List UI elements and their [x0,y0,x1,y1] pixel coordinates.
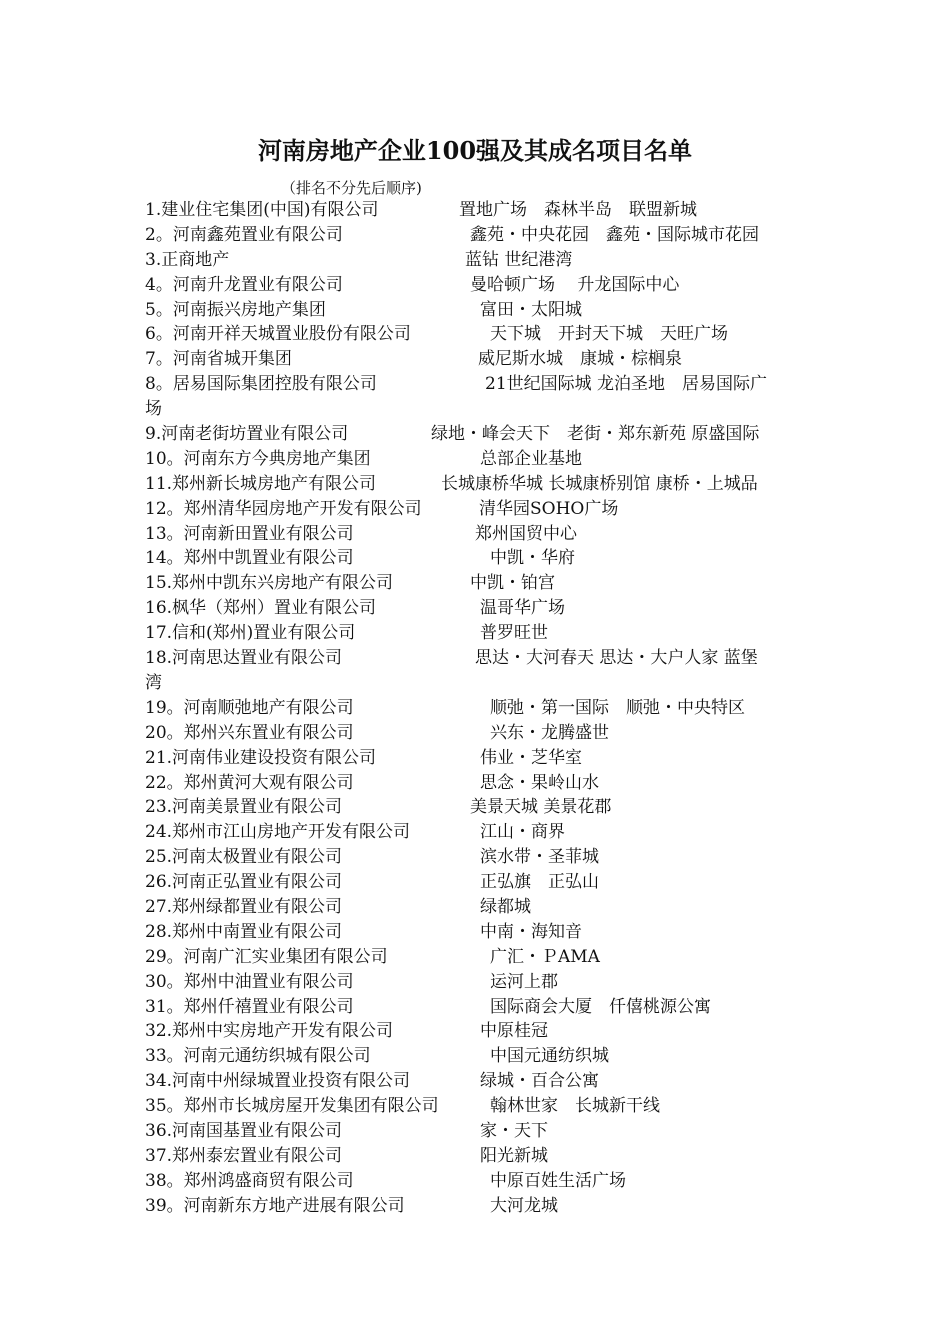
company-name: 2。河南鑫苑置业有限公司 [145,224,343,245]
list-item [145,970,810,995]
project-names: 顺弛・第一国际 顺弛・中央特区 [490,697,745,718]
document-subtitle: （排名不分先后顺序) [281,179,422,197]
list-item-row [145,422,810,447]
company-name: 12。郑州清华园房地产开发有限公司 [145,498,422,519]
list-item [145,920,810,945]
company-name: 9.河南老街坊置业有限公司 [145,424,349,445]
list-item-row [145,273,810,298]
company-name: 39。河南新东方地产进展有限公司 [145,1195,405,1216]
project-names: 阳光新城 [480,1145,548,1166]
list-item [145,298,810,323]
company-name: 31。郑州仟禧置业有限公司 [145,996,354,1017]
list-item-row [145,1194,810,1219]
company-name: 26.河南正弘置业有限公司 [145,872,343,893]
list-item-row [145,447,810,472]
list-item [145,273,810,298]
list-item [145,372,810,422]
list-item-row [145,596,810,621]
list-item [145,1094,810,1119]
list-item [145,472,810,497]
company-name: 20。郑州兴东置业有限公司 [145,722,354,743]
project-names: 富田・太阳城 [480,299,582,320]
list-item-row [145,248,810,273]
company-name: 21.河南伟业建设投资有限公司 [145,747,377,768]
company-name: 38。郑州鸿盛商贸有限公司 [145,1170,354,1191]
project-names: 中国元通纺织城 [490,1046,609,1067]
list-item-row [145,1069,810,1094]
company-name: 34.河南中州绿城置业投资有限公司 [145,1071,411,1092]
company-name: 11.郑州新长城房地产有限公司 [145,473,377,494]
list-item [145,248,810,273]
project-names: 置地广场 森林半岛 联盟新城 [459,200,697,220]
project-names: 滨水带・圣菲城 [480,847,599,868]
list-item [145,646,810,696]
list-item-row [145,1019,810,1044]
project-names: 普罗旺世 [480,623,548,644]
project-names: 中凯・华府 [490,548,575,569]
company-name: 23.河南美景置业有限公司 [145,797,343,818]
list-item-row [145,771,810,796]
list-item [145,870,810,895]
company-name: 25.河南太极置业有限公司 [145,847,343,868]
list-item-row [145,571,810,596]
list-item-row [145,795,810,820]
project-names: 绿都城 [480,896,531,917]
project-names: 中原桂冠 [480,1021,548,1042]
list-item-row [145,372,810,397]
company-name: 10。河南东方今典房地产集团 [145,448,371,469]
list-item-row [145,721,810,746]
list-item-row [145,945,810,970]
company-name: 36.河南国基置业有限公司 [145,1120,343,1141]
list-item-row [145,347,810,372]
list-item [145,571,810,596]
list-item [145,522,810,547]
list-item-row [145,1119,810,1144]
project-names: 天下城 开封天下城 天旺广场 [490,324,728,345]
project-names: 正弘旗 正弘山 [480,872,599,893]
list-item-row [145,970,810,995]
company-name: 35。郑州市长城房屋开发集团有限公司 [145,1096,439,1117]
list-item-row [145,472,810,497]
list-item [145,347,810,372]
list-item-row [145,298,810,323]
project-names: 家・天下 [480,1120,548,1141]
project-names: 中凯・铂宫 [470,573,555,594]
list-item [145,945,810,970]
list-item [145,1169,810,1194]
company-name: 18.河南思达置业有限公司 [145,648,343,669]
project-names: 绿城・百合公寓 [480,1071,599,1092]
company-name: 16.枫华（郑州）置业有限公司 [145,598,377,619]
list-item [145,895,810,920]
project-names: 中南・海知音 [480,921,582,942]
project-names: 温哥华广场 [480,598,565,619]
company-name: 3.正商地产 [145,249,230,270]
list-item-row [145,870,810,895]
list-item-row [145,497,810,522]
list-item-row [145,322,810,347]
company-name: 19。河南顺弛地产有限公司 [145,697,354,718]
list-item-row [145,522,810,547]
project-names: 中原百姓生活广场 [490,1170,626,1191]
list-item [145,1044,810,1069]
project-names: 运河上郡 [490,971,558,992]
list-item-row [145,696,810,721]
document-title: 河南房地产企业100强及其成名项目名单 [257,136,693,165]
company-name: 22。郑州黄河大观有限公司 [145,772,354,793]
list-item-row [145,621,810,646]
company-name: 4。河南升龙置业有限公司 [145,274,343,295]
project-names: 思达・大河春天 思达・大户人家 蓝堡 [475,648,758,669]
list-item [145,795,810,820]
company-name: 33。河南元通纺织城有限公司 [145,1046,371,1067]
company-name: 24.郑州市江山房地产开发有限公司 [145,822,411,843]
company-name: 37.郑州泰宏置业有限公司 [145,1145,343,1166]
list-item [145,497,810,522]
project-names: 郑州国贸中心 [475,523,577,544]
list-item-row [145,1094,810,1119]
list-item-row [145,920,810,945]
project-names: 总部企业基地 [480,448,582,469]
company-name: 5。河南振兴房地产集团 [145,299,326,320]
project-names: 鑫苑・中央花园 鑫苑・国际城市花园 [470,224,759,245]
list-item [145,845,810,870]
project-names: 长城康桥华城 长城康桥别馆 康桥・上城品 [441,473,758,494]
company-name: 28.郑州中南置业有限公司 [145,921,343,942]
list-item-row [145,198,810,223]
company-name: 8。居易国际集团控股有限公司 [145,374,377,395]
list-item-row [145,995,810,1020]
company-name: 6。河南开祥天城置业股份有限公司 [145,324,411,345]
project-names: 伟业・芝华室 [480,747,582,768]
list-item [145,322,810,347]
company-name: 17.信和(郑州)置业有限公司 [145,623,356,644]
company-name: 30。郑州中油置业有限公司 [145,971,354,992]
list-item-row [145,820,810,845]
project-names: 清华园SOHO广场 [479,498,619,519]
list-item [145,721,810,746]
company-name: 7。河南省城开集团 [145,349,292,370]
list-item [145,447,810,472]
list-item-row [145,746,810,771]
list-item-row [145,1044,810,1069]
list-item-row [145,895,810,920]
list-item [145,223,810,248]
list-item-row [145,646,810,671]
list-item [145,771,810,796]
project-names: 21世纪国际城 龙泊圣地 居易国际广 [485,374,768,395]
list-item [145,198,810,223]
project-names: 威尼斯水城 康城・棕榈泉 [478,349,682,370]
project-names: 广汇・ＰAMA [490,946,600,967]
list-item [145,422,810,447]
list-item [145,1069,810,1094]
company-name: 1.建业住宅集团(中国)有限公司 [145,200,379,220]
list-item-row [145,546,810,571]
project-names: 美景天城 美景花郡 [470,797,612,818]
list-item [145,1194,810,1219]
company-name: 27.郑州绿都置业有限公司 [145,896,343,917]
project-names: 思念・果岭山水 [480,772,599,793]
company-name: 15.郑州中凯东兴房地产有限公司 [145,573,394,594]
company-name: 32.郑州中实房地产开发有限公司 [145,1021,394,1042]
list-item [145,995,810,1020]
list-item [145,820,810,845]
project-names: 兴东・龙腾盛世 [490,722,609,743]
project-names-continued: 湾 [145,672,162,693]
company-name: 14。郑州中凯置业有限公司 [145,548,354,569]
list-item [145,621,810,646]
list-item [145,1144,810,1169]
project-names: 翰林世家 长城新干线 [490,1096,660,1117]
list-item-row [145,1144,810,1169]
project-names: 大河龙城 [490,1195,558,1216]
list-item-row [145,223,810,248]
list-item [145,596,810,621]
list-item [145,1119,810,1144]
list-item [145,746,810,771]
project-names: 曼哈顿广场 升龙国际中心 [470,274,680,295]
list-item-row [145,845,810,870]
project-names-continued: 场 [145,399,162,420]
list-item [145,696,810,721]
company-name: 29。河南广汇实业集团有限公司 [145,946,388,967]
company-project-list [145,198,810,1219]
list-item-row [145,1169,810,1194]
list-item [145,1019,810,1044]
project-names: 江山・商界 [480,822,565,843]
company-name: 13。河南新田置业有限公司 [145,523,354,544]
project-names: 蓝钻 世纪港湾 [465,249,573,270]
project-names: 绿地・峰会天下 老街・郑东新苑 原盛国际 [431,424,760,445]
project-names: 国际商会大厦 仟僖桃源公寓 [490,996,711,1017]
list-item [145,546,810,571]
